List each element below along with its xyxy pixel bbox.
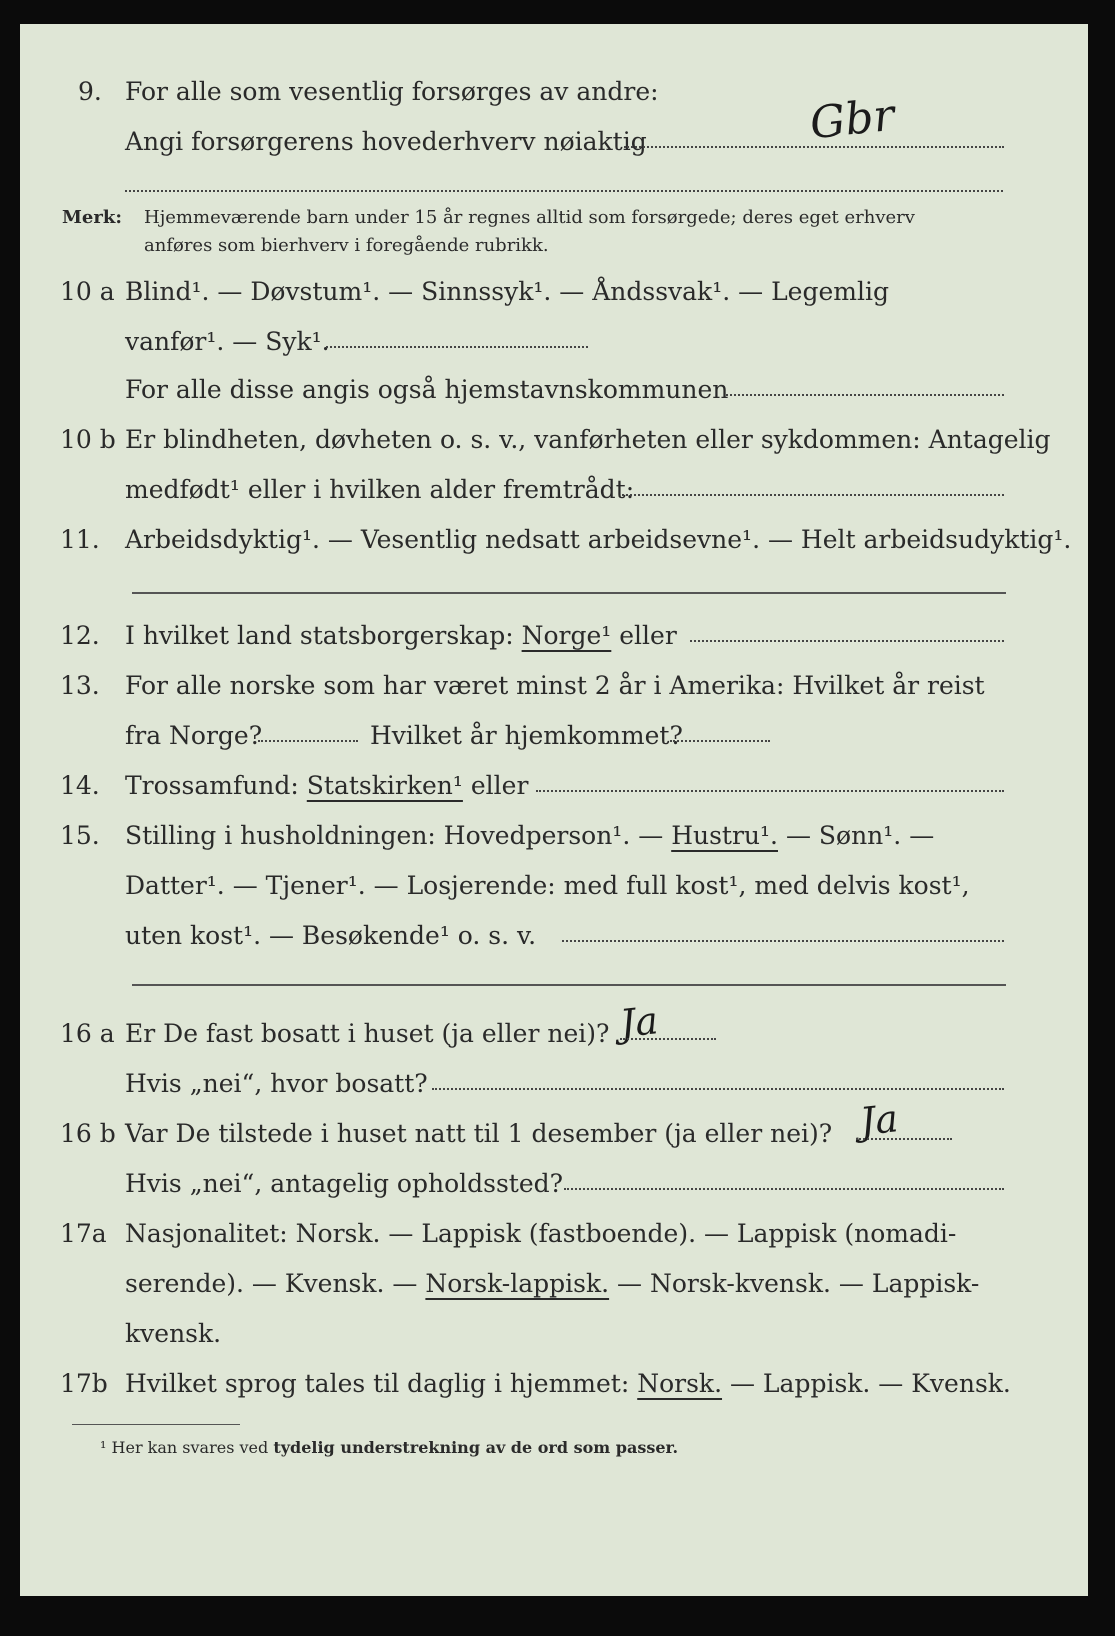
q14-number: 14. bbox=[60, 771, 100, 800]
q13-line2a: fra Norge? bbox=[125, 721, 263, 750]
q11-line1: Arbeidsdyktig¹. — Vesentlig nedsatt arbeidsevne¹. — Helt arbeidsudyktig¹. bbox=[125, 525, 1072, 554]
q13-number: 13. bbox=[60, 671, 100, 700]
q14-text bbox=[125, 770, 528, 802]
q16a-line1: Er De fast bosatt i huset (ja eller nei)? bbox=[125, 1019, 610, 1048]
merk-line1: Hjemmeværende barn under 15 år regnes alltid som forsørgede; deres eget erhverv bbox=[144, 207, 915, 228]
q16b-line2: Hvis „nei“, antagelig opholdssted? bbox=[125, 1169, 564, 1198]
q12-text bbox=[125, 620, 677, 652]
q17a-line2b: — Norsk-kvensk. — Lappisk- bbox=[617, 1269, 980, 1298]
q14-answer-line bbox=[536, 788, 1004, 792]
q17a-line2-underlined: Norsk-lappisk. bbox=[425, 1269, 610, 1298]
q12-suffix: eller bbox=[619, 621, 677, 650]
q14-suffix: eller bbox=[470, 771, 529, 800]
q16b-handwritten-answer: Ja bbox=[857, 1096, 901, 1144]
q15-line1-underlined: Hustru¹. bbox=[671, 821, 778, 850]
q17b-underlined: Norsk. bbox=[637, 1369, 723, 1398]
q15-line3: uten kost¹. — Besøkende¹ o. s. v. bbox=[125, 921, 537, 950]
q12-prefix: I hvilket land statsborgerskap: bbox=[125, 621, 514, 650]
q13-hjemkommet-line bbox=[670, 738, 770, 742]
q10a-kommune-line bbox=[726, 392, 1004, 396]
q9-line2: Angi forsørgerens hovederhverv nøiaktig bbox=[125, 127, 647, 156]
q15-line1 bbox=[125, 820, 934, 852]
q17a-number: 17a bbox=[60, 1219, 107, 1248]
merk-label: Merk: bbox=[62, 207, 122, 228]
q17a-line1: Nasjonalitet: Norsk. — Lappisk (fastboende). — Lappisk (nomadi- bbox=[125, 1219, 957, 1248]
footnote-mark: ¹ bbox=[100, 1438, 107, 1457]
q10b-line1: Er blindheten, døvheten o. s. v., vanførheten eller sykdommen: Antagelig bbox=[125, 425, 1051, 454]
q10b-line2: medfødt¹ eller i hvilken alder fremtrådt: bbox=[125, 475, 635, 504]
q15-line1a: Stilling i husholdningen: Hovedperson¹. — bbox=[125, 821, 664, 850]
q11-number: 11. bbox=[60, 525, 100, 554]
census-form-page bbox=[20, 24, 1088, 1596]
q15-line2: Datter¹. — Tjener¹. — Losjerende: med full kost¹, med delvis kost¹, bbox=[125, 871, 970, 900]
q14-underlined: Statskirken¹ bbox=[306, 771, 463, 800]
q9-extra-line bbox=[125, 188, 1003, 192]
footnote-text2: tydelig understrekning av de ord som passer. bbox=[273, 1438, 679, 1457]
q10a-syk-line bbox=[326, 344, 588, 348]
q14-prefix: Trossamfund: bbox=[125, 771, 299, 800]
q10a-line2: vanfør¹. — Syk¹. bbox=[125, 327, 330, 356]
merk-line2: anføres som bierhverv i foregående rubrikk. bbox=[144, 235, 549, 256]
q15-number: 15. bbox=[60, 821, 100, 850]
q16a-line2: Hvis „nei“, hvor bosatt? bbox=[125, 1069, 428, 1098]
q17a-line3: kvensk. bbox=[125, 1319, 222, 1348]
q13-line2b: Hvilket år hjemkommet? bbox=[370, 721, 683, 750]
q10a-number: 10 a bbox=[60, 277, 115, 306]
q9-number: 9. bbox=[78, 77, 102, 106]
q10a-line3: For alle disse angis også hjemstavnskommunen bbox=[125, 375, 729, 404]
q10b-number: 10 b bbox=[60, 425, 116, 454]
q16b-line1: Var De tilstede i huset natt til 1 desember (ja eller nei)? bbox=[125, 1119, 833, 1148]
q13-line1: For alle norske som har været minst 2 år i Amerika: Hvilket år reist bbox=[125, 671, 985, 700]
q11-answer-line bbox=[132, 592, 1006, 594]
q16a-answer-line bbox=[620, 1036, 716, 1040]
q15-line1b: — Sønn¹. — bbox=[785, 821, 935, 850]
q10b-answer-line bbox=[622, 492, 1004, 496]
q16a-bosatt-line bbox=[432, 1086, 1004, 1090]
q15-extra-line bbox=[132, 984, 1006, 986]
q12-answer-line bbox=[690, 638, 1004, 642]
q15-answer-line bbox=[562, 938, 1004, 942]
q13-reist-line bbox=[258, 738, 358, 742]
q16b-opholdssted-line bbox=[564, 1186, 1004, 1190]
q9-handwritten-answer: Gbr bbox=[807, 89, 897, 150]
q17a-line2a: serende). — Kvensk. — bbox=[125, 1269, 418, 1298]
q16a-number: 16 a bbox=[60, 1019, 115, 1048]
q17b-text bbox=[125, 1368, 1011, 1400]
footnote-rule bbox=[72, 1424, 240, 1425]
q10a-line1: Blind¹. — Døvstum¹. — Sinnssyk¹. — Åndssvak¹. — Legemlig bbox=[125, 277, 889, 306]
q9-line1: For alle som vesentlig forsørges av andre: bbox=[125, 77, 659, 106]
q17b-number: 17b bbox=[60, 1369, 108, 1398]
q12-number: 12. bbox=[60, 621, 100, 650]
q17b-prefix: Hvilket sprog tales til daglig i hjemmet: bbox=[125, 1369, 630, 1398]
footnote-text1: Her kan svares ved bbox=[111, 1438, 269, 1457]
q16b-answer-line bbox=[856, 1136, 952, 1140]
q17b-suffix: — Lappisk. — Kvensk. bbox=[729, 1369, 1011, 1398]
q16a-handwritten-answer: Ja bbox=[617, 998, 661, 1046]
q17a-line2 bbox=[125, 1268, 979, 1300]
q16b-number: 16 b bbox=[60, 1119, 116, 1148]
q12-underlined: Norge¹ bbox=[521, 621, 612, 650]
footnote bbox=[100, 1434, 678, 1462]
